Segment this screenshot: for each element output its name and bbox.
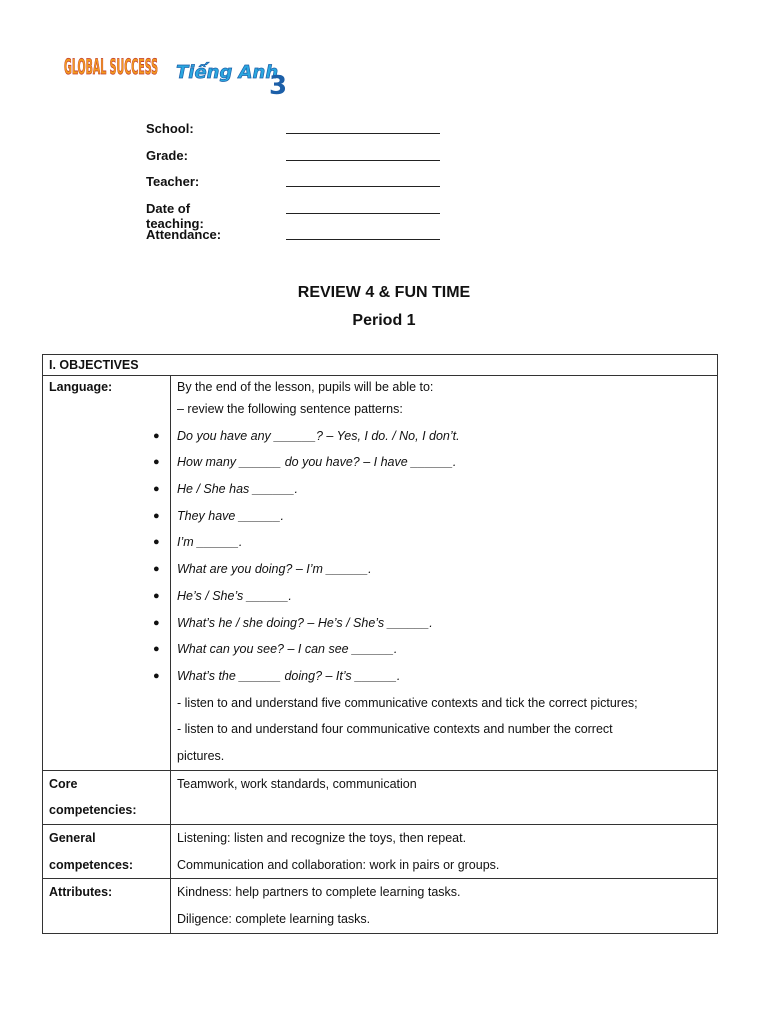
bullet-icon: ●	[153, 643, 160, 656]
svg-text:GLOBAL SUCCESS: GLOBAL SUCCESS	[64, 55, 158, 79]
blank-line	[286, 160, 440, 161]
row-label-general: General competences:	[43, 825, 171, 879]
info-label: Teacher:	[146, 174, 200, 189]
table-row	[43, 879, 718, 933]
bullet-icon: ●	[153, 456, 160, 469]
table-row	[43, 770, 718, 824]
svg-text:Tiếng Anh: Tiếng Anh	[176, 62, 279, 83]
bullet-icon: ●	[153, 589, 160, 602]
bullet-icon: ●	[153, 563, 160, 576]
bullet-icon: ●	[153, 509, 160, 522]
list-item: ● Do you have any ______? – Yes, I do. / No, I don’t.	[177, 423, 711, 450]
row-label-core: Core competencies:	[43, 770, 171, 824]
row-label-attributes: Attributes:	[43, 879, 171, 933]
blank-line	[286, 213, 440, 214]
table-row	[43, 355, 718, 376]
info-label: Attendance:	[146, 227, 222, 242]
bullet-icon: ●	[153, 483, 160, 496]
list-item: ● They have ______.	[177, 503, 711, 530]
listen-text-2: - listen to and understand four communicative contexts and number the correct pictures.	[177, 722, 613, 763]
info-label: Date of teaching:	[146, 200, 204, 231]
table-row	[43, 376, 718, 771]
page-subtitle: Period 1	[352, 312, 416, 329]
svg-text:3: 3	[269, 71, 288, 100]
review-text: – review the following sentence patterns:	[177, 402, 403, 416]
listen-text-1: - listen to and understand five communicative contexts and tick the correct pictures;	[177, 695, 638, 710]
attributes-content: Kindness: help partners to complete learning tasks. Diligence: complete learning tasks.	[171, 879, 718, 933]
general-content: Listening: listen and recognize the toys, then repeat. Communication and collaboration: work in pairs or groups.	[171, 825, 718, 879]
list-item: ● What are you doing? – I’m ______.	[177, 556, 711, 583]
row-label-language	[43, 376, 171, 771]
list-item: ● What’s the ______ doing? – It’s ______.	[177, 663, 711, 690]
list-item: ● What’s he / she doing? – He’s / She’s ______.	[177, 610, 711, 637]
intro-text: By the end of the lesson, pupils will be able to:	[177, 380, 434, 394]
page-title: REVIEW 4 & FUN TIME	[297, 284, 471, 301]
list-item: ● How many ______ do you have? – I have ______.	[177, 449, 711, 476]
tieng-anh-3-logo	[174, 56, 294, 100]
cell-label: Language:	[49, 380, 113, 394]
blank-line	[286, 133, 440, 134]
bullet-icon: ●	[153, 616, 160, 629]
info-label: School:	[146, 121, 194, 136]
blank-line	[286, 186, 440, 187]
list-item: ● He’s / She’s ______.	[177, 583, 711, 610]
table-row	[43, 825, 718, 879]
list-item: ● What can you see? – I can see ______.	[177, 636, 711, 663]
global-success-logo	[62, 52, 162, 102]
info-label: Grade:	[146, 147, 188, 163]
bullet-icon: ●	[153, 536, 160, 549]
section-heading: I. OBJECTIVES	[43, 355, 718, 376]
bullet-icon: ●	[153, 669, 160, 682]
list-item: ● He / She has ______.	[177, 476, 711, 503]
blank-line	[286, 239, 440, 240]
core-content: Teamwork, work standards, communication	[171, 770, 718, 824]
objectives-table	[42, 354, 718, 934]
bullet-icon: ●	[153, 429, 160, 442]
language-content	[153, 376, 718, 771]
list-item: ● I’m ______.	[177, 529, 711, 556]
